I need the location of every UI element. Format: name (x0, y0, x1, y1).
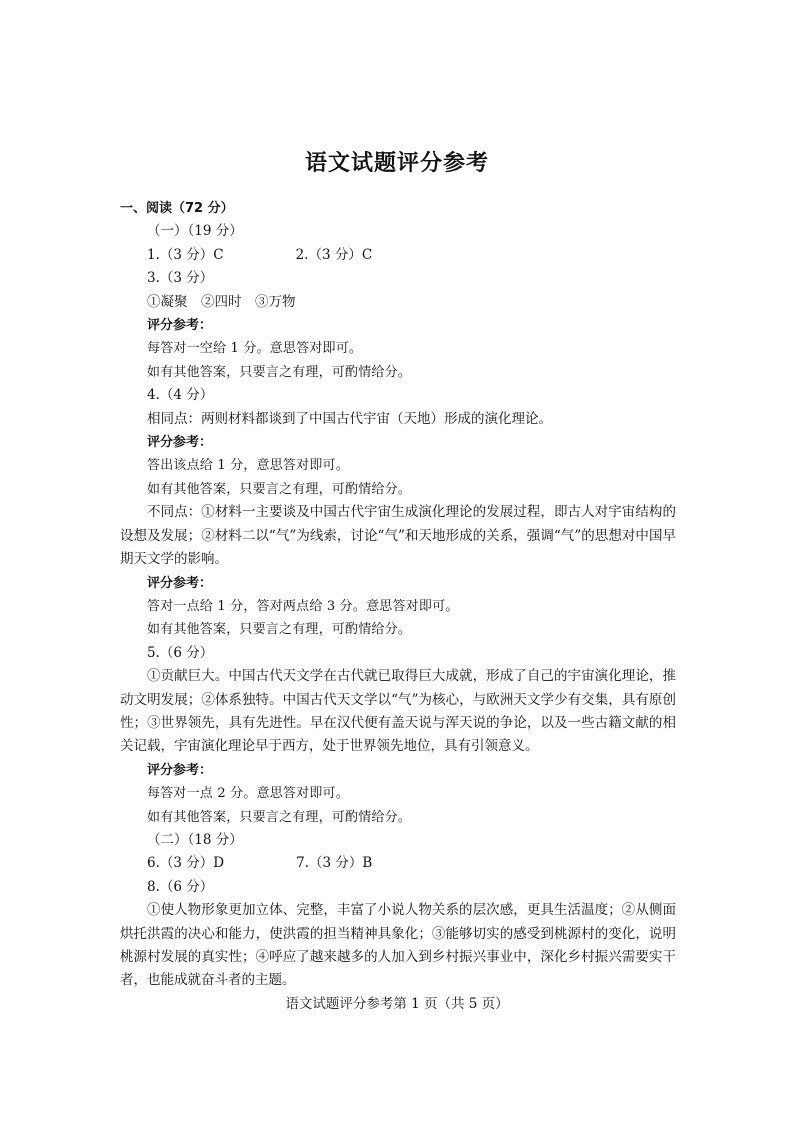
grading-label: 评分参考： (147, 575, 213, 591)
answer-line (120, 852, 676, 875)
q4-similarity: 相同点：两则材料都谈到了中国古代宇宙（天地）形成的演化理论。 (147, 410, 552, 427)
q8-answer: ①使人物形象更加立体、完整，丰富了小说人物关系的层次感，更具生活温度；②从侧面烘托洪霞的决心和能力，使洪霞的担当精神具象化；③能够切实的感受到桃源村的变化，说明桃源村发展的真实性；④呼应了越来越多的人加入到乡村振兴事业中，深化乡村振兴需要实干者，也能成就奋斗者的主题。 (120, 902, 676, 989)
q5-answer: ①贡献巨大。中国古代天文学在古代就已取得巨大成就，形成了自己的宇宙演化理论，推动文明发展；②体系独特。中国古代天文学以“气”为核心，与欧洲天文学少有交集，具有原创性；③世界领先，具有先进性。早在汉代便有盖天说与浑天说的争论，以及一些古籍文献的相关记载，宇宙演化理论早于西方，处于世界领先地位，具有引领意义。 (120, 668, 676, 755)
q8-heading: 8.（6 分） (147, 878, 214, 895)
part-heading: （一）（19 分） (147, 223, 243, 240)
page-footer: 语文试题评分参考第 1 页（共 5 页） (285, 996, 509, 1012)
q7-answer: 7.（3 分）B (296, 855, 373, 872)
q3-answer: ①凝聚 ②四时 ③万物 (147, 293, 296, 310)
grading-label: 评分参考： (147, 435, 213, 451)
part-heading: （二）（18 分） (147, 831, 243, 848)
grading-note: 答出该点给 1 分，意思答对即可。 (147, 458, 349, 474)
answer-content (120, 197, 676, 993)
grading-label: 评分参考： (147, 762, 213, 778)
q1-answer: 1.（3 分）C (147, 246, 224, 263)
section-heading: 一、阅读（72 分） (120, 201, 234, 216)
page-title: 语文试题评分参考 (304, 151, 489, 176)
grading-note: 如有其他答案，只要言之有理，可酌情给分。 (147, 809, 412, 825)
q4-heading: 4.（4 分） (147, 387, 214, 404)
grading-note: 如有其他答案，只要言之有理，可酌情给分。 (147, 622, 412, 638)
grading-note: 每答对一空给 1 分。意思答对即可。 (147, 341, 363, 357)
q6-answer: 6.（3 分）D (147, 855, 225, 872)
q5-heading: 5.（6 分） (147, 644, 214, 661)
answer-line (120, 244, 676, 267)
grading-label: 评分参考： (147, 318, 213, 334)
grading-note: 如有其他答案，只要言之有理，可酌情给分。 (147, 364, 412, 380)
grading-note: 答对一点给 1 分，答对两点给 3 分。意思答对即可。 (147, 598, 459, 614)
q4-difference: 不同点：①材料一主要谈及中国古代宇宙生成演化理论的发展过程，即古人对宇宙结构的设想及发展；②材料二以“气”为线索，讨论“气”和天地形成的关系，强调“气”的思想对中国早期天文学的影响。 (120, 504, 676, 568)
grading-note: 如有其他答案，只要言之有理，可酌情给分。 (147, 481, 412, 497)
q3-heading: 3.（3 分） (147, 270, 214, 287)
grading-note: 每答对一点 2 分。意思答对即可。 (147, 786, 349, 802)
q2-answer: 2.（3 分）C (295, 246, 373, 263)
